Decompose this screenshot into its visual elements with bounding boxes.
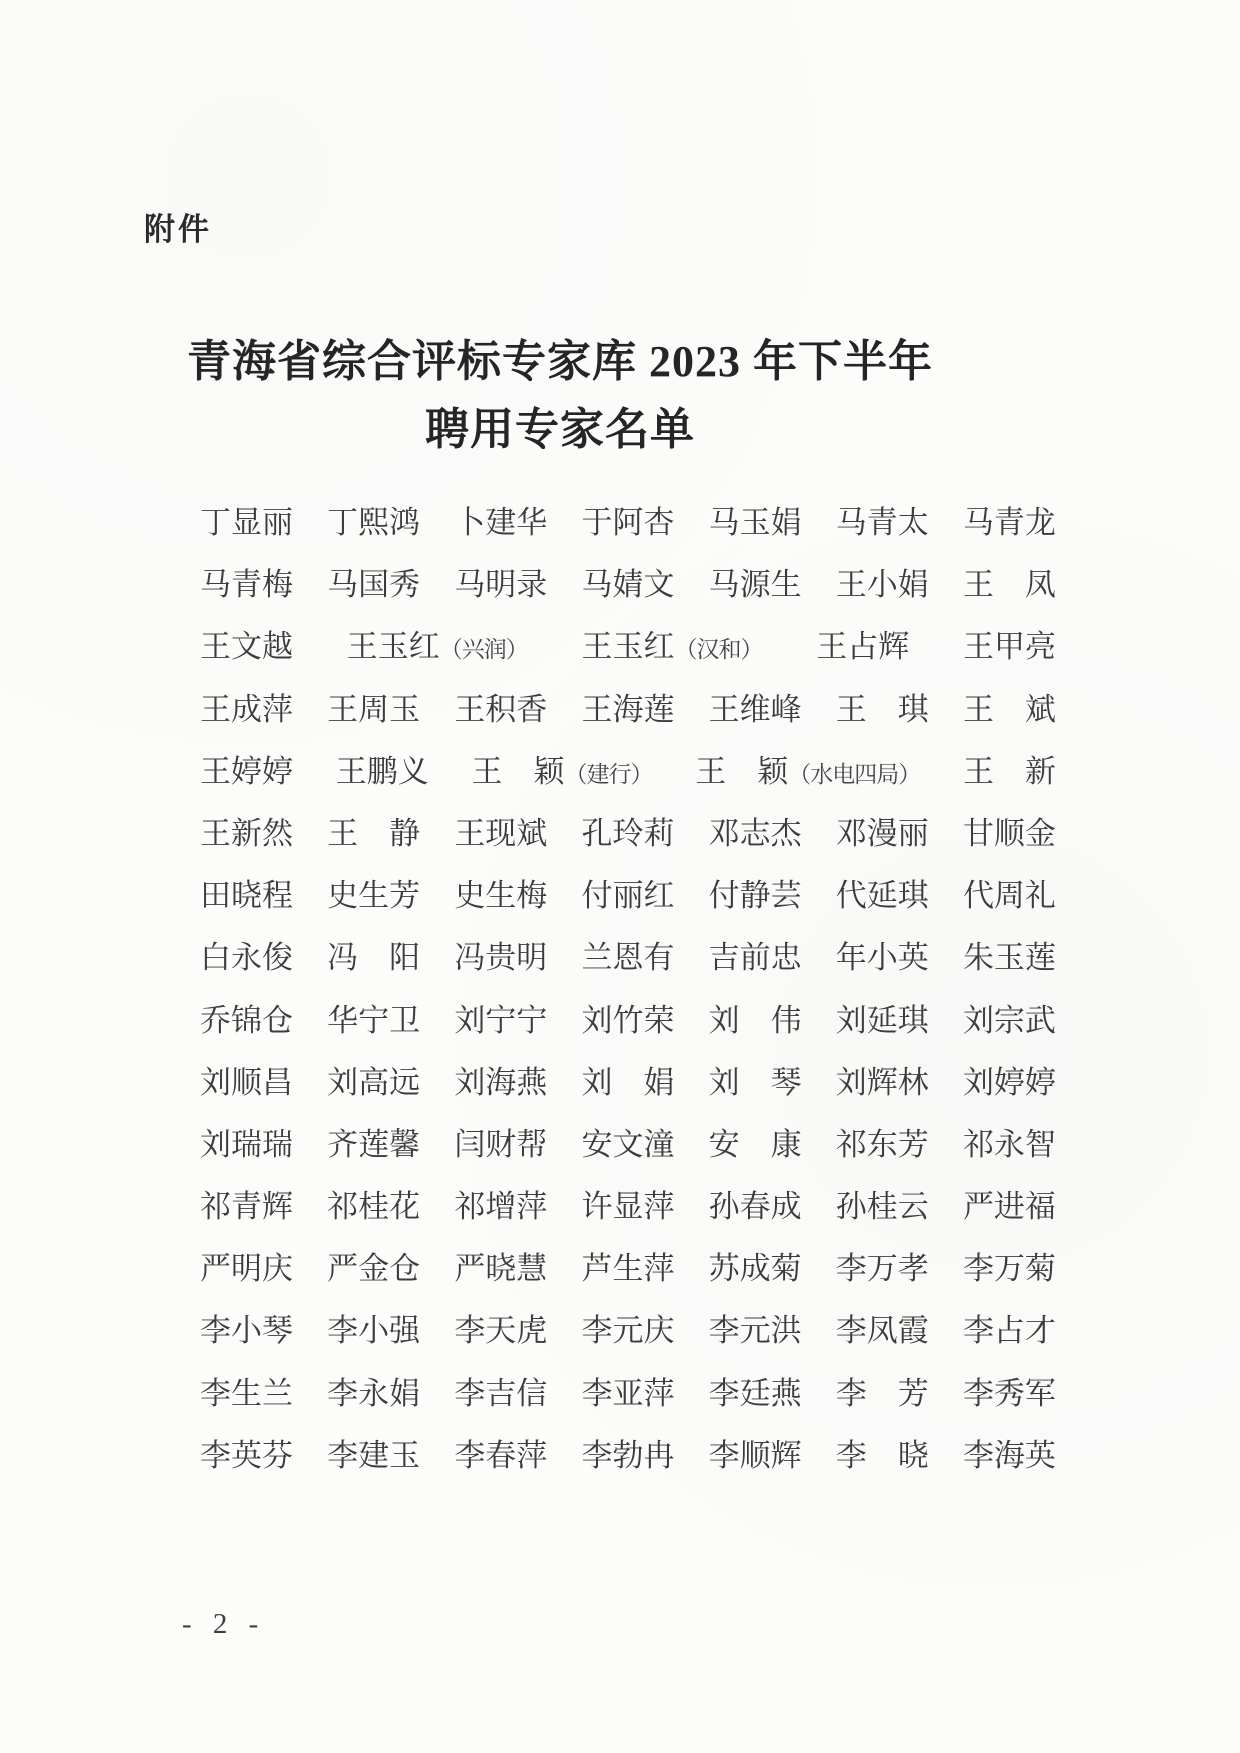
- expert-name-note: （兴润）: [439, 637, 528, 663]
- expert-name: 李廷燕: [708, 1375, 802, 1411]
- name-row: [200, 1305, 1056, 1367]
- expert-name: 李海英: [962, 1437, 1056, 1473]
- name-row: [200, 1368, 1056, 1430]
- expert-name: 李元庆: [581, 1313, 675, 1349]
- expert-name: 王婷婷: [200, 753, 293, 789]
- name-row: [200, 1119, 1056, 1181]
- expert-name: 王新然: [200, 815, 293, 851]
- expert-name: 严明庆: [200, 1251, 293, 1287]
- expert-name: 祁青辉: [200, 1189, 293, 1225]
- expert-name: 邓漫丽: [835, 815, 929, 851]
- expert-name: 王 颖（建行）: [471, 753, 653, 789]
- expert-name: 王海莲: [581, 691, 675, 727]
- expert-name: 王成萍: [200, 691, 293, 727]
- expert-name-note: （水电四局）: [788, 761, 921, 787]
- expert-name: 卜建华: [454, 505, 548, 540]
- expert-name: 李小强: [327, 1313, 421, 1349]
- expert-name: 刘 伟: [708, 1002, 802, 1038]
- expert-name: 李万菊: [962, 1251, 1056, 1287]
- expert-name: 齐莲馨: [327, 1126, 421, 1162]
- expert-name: 李勃冉: [581, 1437, 675, 1473]
- expert-name: 刘延琪: [835, 1002, 929, 1038]
- expert-name: 马青梅: [200, 567, 293, 603]
- name-row: [200, 497, 1056, 559]
- expert-name: 刘辉林: [835, 1064, 929, 1100]
- expert-name: 刘海燕: [454, 1064, 548, 1100]
- attachment-label: 附件: [144, 212, 212, 247]
- expert-name: 邓志杰: [708, 815, 802, 851]
- expert-name: 马源生: [708, 567, 802, 603]
- expert-name: 王 琪: [835, 691, 929, 727]
- expert-name: 李永娟: [327, 1375, 421, 1411]
- expert-name: 孔玲莉: [581, 815, 675, 851]
- expert-name: 王 斌: [962, 691, 1056, 727]
- expert-name: 李英芬: [200, 1437, 293, 1473]
- expert-name: 王甲亮: [963, 629, 1056, 665]
- expert-name: 马国秀: [327, 567, 421, 603]
- expert-name: 王周玉: [327, 691, 421, 727]
- expert-name: 王现斌: [454, 815, 548, 851]
- expert-name: 王 新: [963, 753, 1056, 789]
- expert-name: 马玉娟: [708, 505, 802, 540]
- expert-name: 祁永智: [962, 1126, 1056, 1162]
- expert-name: 兰恩有: [581, 940, 675, 976]
- expert-name: 苏成菊: [708, 1251, 802, 1287]
- expert-name: 刘婷婷: [962, 1064, 1056, 1100]
- expert-name: 李吉信: [454, 1375, 548, 1411]
- expert-name: 王小娟: [835, 567, 929, 603]
- name-row: [200, 684, 1056, 746]
- expert-name: 马婧文: [581, 567, 675, 603]
- expert-name: 吉前忠: [708, 940, 802, 976]
- expert-name: 芦生萍: [581, 1251, 675, 1287]
- expert-name: 李占才: [962, 1313, 1056, 1349]
- expert-name: 代延琪: [835, 878, 929, 914]
- expert-name: 严进福: [962, 1189, 1056, 1225]
- expert-name: 王玉红（汉和）: [581, 629, 763, 665]
- expert-name: 李生兰: [200, 1375, 293, 1411]
- expert-name-note: （汉和）: [674, 637, 763, 663]
- name-row: [200, 995, 1056, 1057]
- expert-name: 李万孝: [835, 1251, 929, 1287]
- expert-name: 付静芸: [708, 878, 802, 914]
- expert-name: 代周礼: [962, 878, 1056, 914]
- expert-name: 马明录: [454, 567, 548, 603]
- expert-name: 丁熙鸿: [327, 505, 421, 540]
- expert-name: 王玉红（兴润）: [346, 629, 528, 665]
- expert-name: 孙春成: [708, 1189, 802, 1225]
- expert-name: 付丽红: [581, 878, 675, 914]
- expert-name: 乔锦仓: [200, 1002, 293, 1038]
- expert-name: 刘宁宁: [454, 1002, 548, 1038]
- expert-name: 李顺辉: [708, 1437, 802, 1473]
- expert-name: 李秀军: [962, 1375, 1056, 1411]
- expert-name: 王维峰: [708, 691, 802, 727]
- expert-name: 刘瑞瑞: [200, 1126, 293, 1162]
- document-title-line2: 聘用专家名单: [425, 405, 695, 454]
- expert-name: 王 凤: [962, 567, 1056, 603]
- expert-name: 冯 阳: [327, 940, 421, 976]
- name-row: [200, 870, 1056, 932]
- expert-name: 华宁卫: [327, 1002, 421, 1038]
- expert-name: 闫财帮: [454, 1126, 548, 1162]
- document-title: [130, 328, 990, 464]
- expert-name: 李 芳: [835, 1375, 929, 1411]
- document-title-line1: 青海省综合评标专家库 2023 年下半年: [187, 337, 933, 386]
- expert-name: 安文潼: [581, 1126, 675, 1162]
- expert-name: 孙桂云: [835, 1189, 929, 1225]
- expert-name: 李建玉: [327, 1437, 421, 1473]
- expert-name: 王积香: [454, 691, 548, 727]
- expert-name: 刘 娟: [581, 1064, 675, 1100]
- expert-name: 王文越: [200, 629, 293, 665]
- expert-name: 史生梅: [454, 878, 548, 914]
- expert-name: 李凤霞: [835, 1313, 929, 1349]
- name-row: [200, 808, 1056, 870]
- expert-name: 李亚萍: [581, 1375, 675, 1411]
- name-row: [200, 1243, 1056, 1305]
- expert-name: 许显萍: [581, 1189, 675, 1225]
- expert-name-note: （建行）: [564, 761, 653, 787]
- expert-name: 王鹏义: [335, 753, 429, 789]
- expert-name: 李天虎: [454, 1313, 548, 1349]
- expert-name: 朱玉莲: [962, 940, 1056, 976]
- expert-name: 史生芳: [327, 878, 421, 914]
- expert-name: 严晓慧: [454, 1251, 548, 1287]
- name-row: [200, 621, 1056, 683]
- expert-name: 严金仓: [327, 1251, 421, 1287]
- name-row: [200, 1181, 1056, 1243]
- expert-name: 甘顺金: [962, 815, 1056, 851]
- expert-name: 安 康: [708, 1126, 802, 1162]
- expert-name: 田晓程: [200, 878, 293, 914]
- name-row: [200, 932, 1056, 994]
- expert-name: 祁桂花: [327, 1189, 421, 1225]
- expert-name: 丁显丽: [200, 505, 293, 540]
- expert-name: 白永俊: [200, 940, 293, 976]
- name-row: [200, 1430, 1056, 1492]
- expert-name: 祁增萍: [454, 1189, 548, 1225]
- expert-name: 李小琴: [200, 1313, 293, 1349]
- expert-name: 马青太: [835, 505, 929, 540]
- name-row: [200, 1057, 1056, 1119]
- page-number: - 2 -: [182, 1608, 266, 1640]
- expert-name: 李春萍: [454, 1437, 548, 1473]
- expert-name: 年小英: [835, 940, 929, 976]
- expert-name: 刘宗武: [962, 1002, 1056, 1038]
- expert-name: 祁东芳: [835, 1126, 929, 1162]
- expert-name: 马青龙: [962, 505, 1056, 540]
- expert-name: 王 颖（水电四局）: [695, 753, 921, 789]
- expert-name: 刘竹荣: [581, 1002, 675, 1038]
- expert-name: 刘高远: [327, 1064, 421, 1100]
- expert-name: 于阿杏: [581, 505, 675, 540]
- name-row: [200, 746, 1056, 808]
- name-row: [200, 559, 1056, 621]
- expert-name: 刘 琴: [708, 1064, 802, 1100]
- expert-name: 王 静: [327, 815, 421, 851]
- expert-name: 王占辉: [816, 629, 910, 665]
- expert-name: 李 晓: [835, 1437, 929, 1473]
- expert-name-grid: [200, 497, 1056, 1492]
- expert-name: 冯贵明: [454, 940, 548, 976]
- expert-name: 刘顺昌: [200, 1064, 293, 1100]
- expert-name: 李元洪: [708, 1313, 802, 1349]
